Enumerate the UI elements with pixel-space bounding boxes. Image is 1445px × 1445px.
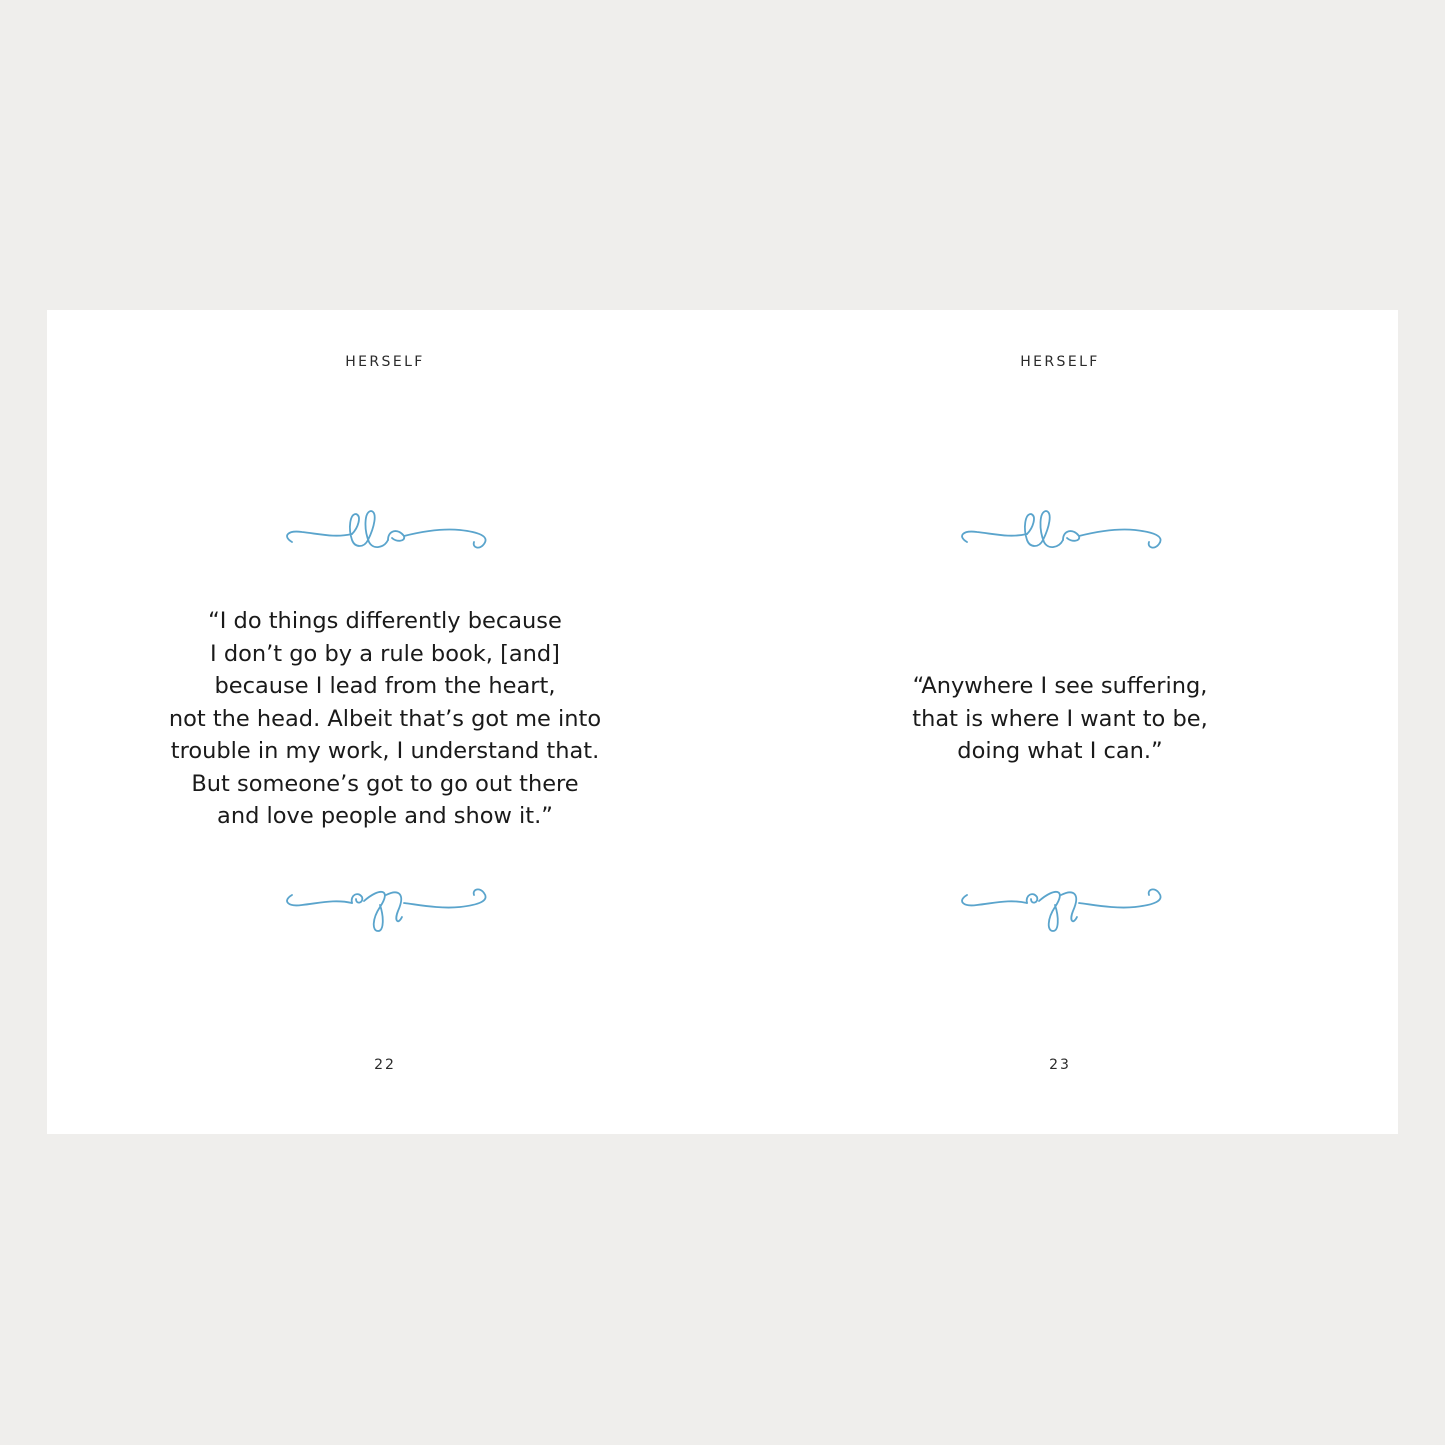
flourish-bottom-icon — [955, 877, 1165, 937]
flourish-bottom-icon — [280, 877, 490, 937]
flourish-top-icon — [955, 506, 1165, 566]
quote — [762, 670, 1358, 768]
page-number: 22 — [374, 1057, 396, 1073]
flourish-top-icon — [280, 506, 490, 566]
right-page — [722, 310, 1398, 1134]
quote — [87, 605, 683, 833]
quote-line: I don’t go by a rule book, [and] — [210, 640, 560, 667]
running-head: HERSELF — [1020, 354, 1100, 370]
quote-line: doing what I can.” — [957, 738, 1163, 764]
quote-line: that is where I want to be, — [912, 705, 1208, 732]
book-spread — [47, 310, 1398, 1134]
quote-line: But someone’s got to go out there — [191, 770, 579, 797]
quote-line: trouble in my work, I understand that. — [170, 738, 600, 764]
quote-line: and love people and show it.” — [217, 803, 553, 829]
page-number: 23 — [1049, 1057, 1071, 1073]
quote-line: because I lead from the heart, — [214, 673, 556, 699]
quote-line: “I do things differently because — [208, 608, 562, 634]
running-head: HERSELF — [345, 354, 425, 370]
quote-line: “Anywhere I see suffering, — [912, 673, 1208, 699]
quote-line: not the head. Albeit that’s got me into — [168, 705, 602, 732]
left-page — [47, 310, 723, 1134]
